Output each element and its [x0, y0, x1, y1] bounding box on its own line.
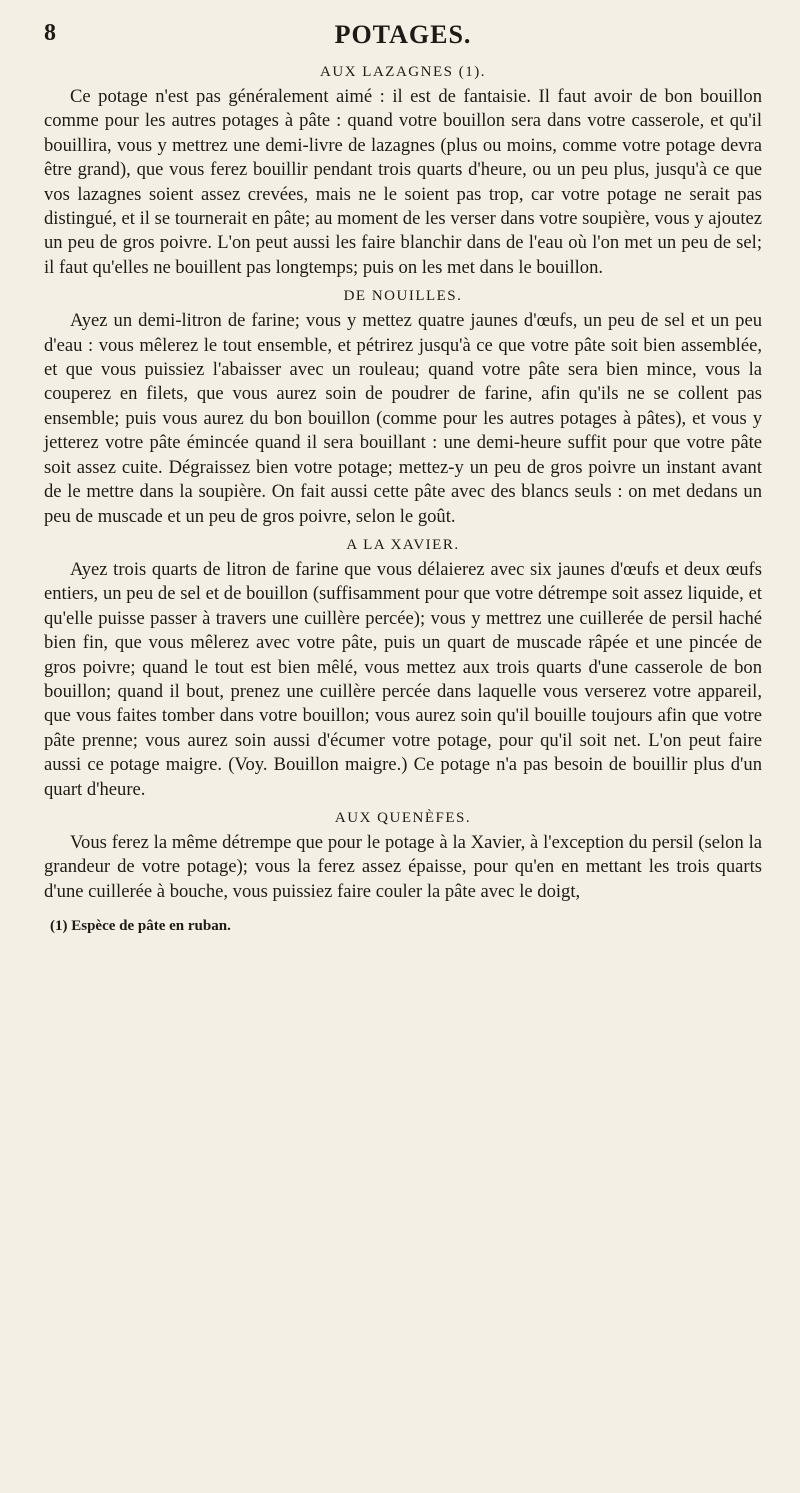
- section-quenefes: [44, 810, 762, 904]
- section-title: A LA XAVIER.: [346, 536, 460, 553]
- book-page: [44, 20, 762, 1460]
- section-title: AUX QUENÈFES.: [334, 809, 472, 826]
- section-title: DE NOUILLES.: [343, 288, 463, 305]
- section-nouilles: [44, 288, 762, 529]
- section-paragraph: Vous ferez la même détrempe que pour le potage à la Xavier, à l'exception du persil (selon la grandeur de votre potage); vous la ferez assez épaisse, pour qu'en en mettant les trois quarts d'une cuillerée à bouche, vous puissiez faire couler la pâte avec le doigt,: [44, 831, 762, 902]
- footnote: (1) Espèce de pâte en ruban.: [50, 918, 231, 935]
- section-title: AUX LAZAGNES (1).: [320, 64, 486, 80]
- section-paragraph: Ayez trois quarts de litron de farine que vous délaierez avec six jaunes d'œufs et deux œufs entiers, un peu de sel et de bouillon (suffisamment pour que votre détrempe soit assez liquide, et qu'elle puisse passer à travers une cuillère percée); vous y mettrez une cuillerée de persil haché bien fin, que vous mêlerez avec votre pâte, puis un quart de muscade râpée et une pincée de gros poivre; quand le tout est bien mêlé, vous mettez aux trois quarts d'une casserole de bon bouillon; quand il bout, prenez une cuillère percée dans laquelle vous verserez votre appareil, que vous faites tomber dans votre bouillon; vous aurez soin qu'il bouille toujours afin que votre pâte prenne; vous aurez soin aussi d'écumer votre potage, pour qu'il soit net. L'on peut faire aussi ce potage maigre. (Voy. Bouillon maigre.) Ce potage n'a pas besoin de bouillir plus d'un quart d'heure.: [44, 558, 762, 800]
- section-paragraph: Ayez un demi-litron de farine; vous y mettez quatre jaunes d'œufs, un peu de sel et un peu d'eau : vous mêlerez le tout ensemble, et pétrirez jusqu'à ce que votre pâte soit bien assemblée, et que vous puissiez l'abaisser avec un rouleau; quand votre pâte sera bien mince, vous la couperez en filets, que vous aurez soin de poudrer de farine, afin qu'ils ne se collent pas ensemble; puis vous aurez du bon bouillon (comme pour les autres potages à pâtes), et vous y jetterez votre pâte émincée quand il sera bouillant : une demi-heure suffit pour que votre pâte soit assez cuite. Dégraissez bien votre potage; mettez-y un peu de gros poivre un instant avant de le mettre dans la soupière. On fait aussi cette pâte avec des blancs seuls : on met dedans un peu de muscade et un peu de gros poivre, selon le goût.: [44, 310, 762, 527]
- section-paragraph: Ce potage n'est pas généralement aimé : il est de fantaisie. Il faut avoir de bon bouillon comme pour les autres potages à pâte : quand votre bouillon sera dans votre casserole, et qu'il bouillira, vous y mettrez une demi-livre de lazagnes (plus ou moins, comme votre potage devra être grand), que vous ferez bouillir pendant trois quarts d'heure, ou un peu plus, jusqu'à ce que vos lazagnes soient assez crevées, mais ne le soient pas trop, car votre potage ne serait pas distingué, et il se tournerait en pâte; au moment de les verser dans votre soupière, vous y ajoutez un peu de gros poivre. L'on peut aussi les faire blanchir dans de l'eau où l'on met un peu de sel; il faut qu'elles ne bouillent pas longtemps; puis on les met dans le bouillon.: [44, 86, 762, 278]
- page-number: 8: [44, 20, 56, 46]
- running-title: POTAGES.: [334, 20, 472, 49]
- section-xavier: [44, 537, 762, 802]
- section-lazagnes: [44, 64, 762, 280]
- page-header: [44, 20, 762, 56]
